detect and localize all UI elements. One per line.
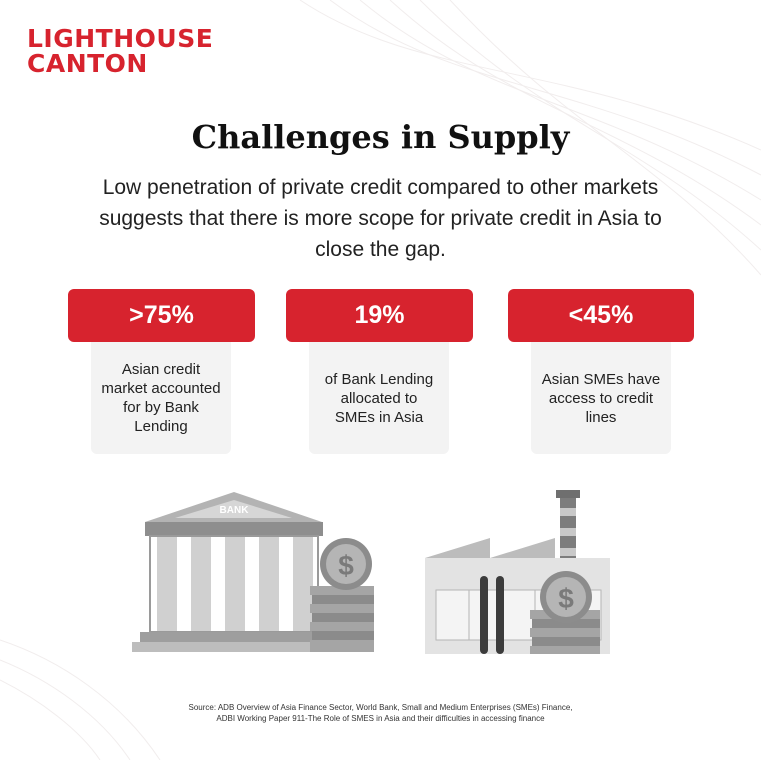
source-citation	[0, 702, 761, 724]
stat-description: of Bank Lending allocated to SMEs in Asia	[309, 342, 449, 454]
bank-label: BANK	[219, 505, 249, 516]
page-title: Challenges in Supply	[191, 118, 570, 156]
factory-icon	[425, 490, 610, 654]
stat-value-badge: >75%	[68, 289, 255, 342]
dollar-coin-icon	[540, 571, 592, 623]
page-subtitle: Low penetration of private credit compared to other markets suggests that there is more scope for private credit in Asia to close the gap.	[99, 176, 662, 261]
brand-logo-line2: CANTON	[27, 49, 148, 78]
source-line1: Source: ADB Overview of Asia Finance Sector, World Bank, Small and Medium Enterprises (SMEs) Finance,	[188, 703, 573, 712]
stat-description: Asian SMEs have access to credit lines	[531, 342, 671, 454]
source-line2: ADBI Working Paper 911-The Role of SMES in Asia and their difficulties in accessing finance	[216, 714, 545, 723]
svg-text:$: $	[338, 550, 354, 581]
stat-value-badge: 19%	[286, 289, 473, 342]
brand-logo	[27, 26, 213, 76]
brand-logo-line1: LIGHTHOUSE	[27, 24, 214, 53]
illustration-area	[0, 480, 761, 670]
svg-text:$: $	[558, 583, 574, 614]
stat-description: Asian credit market accounted for by Bank Lending	[91, 342, 231, 454]
dollar-coin-icon	[320, 538, 372, 590]
stat-value-badge: <45%	[508, 289, 694, 342]
